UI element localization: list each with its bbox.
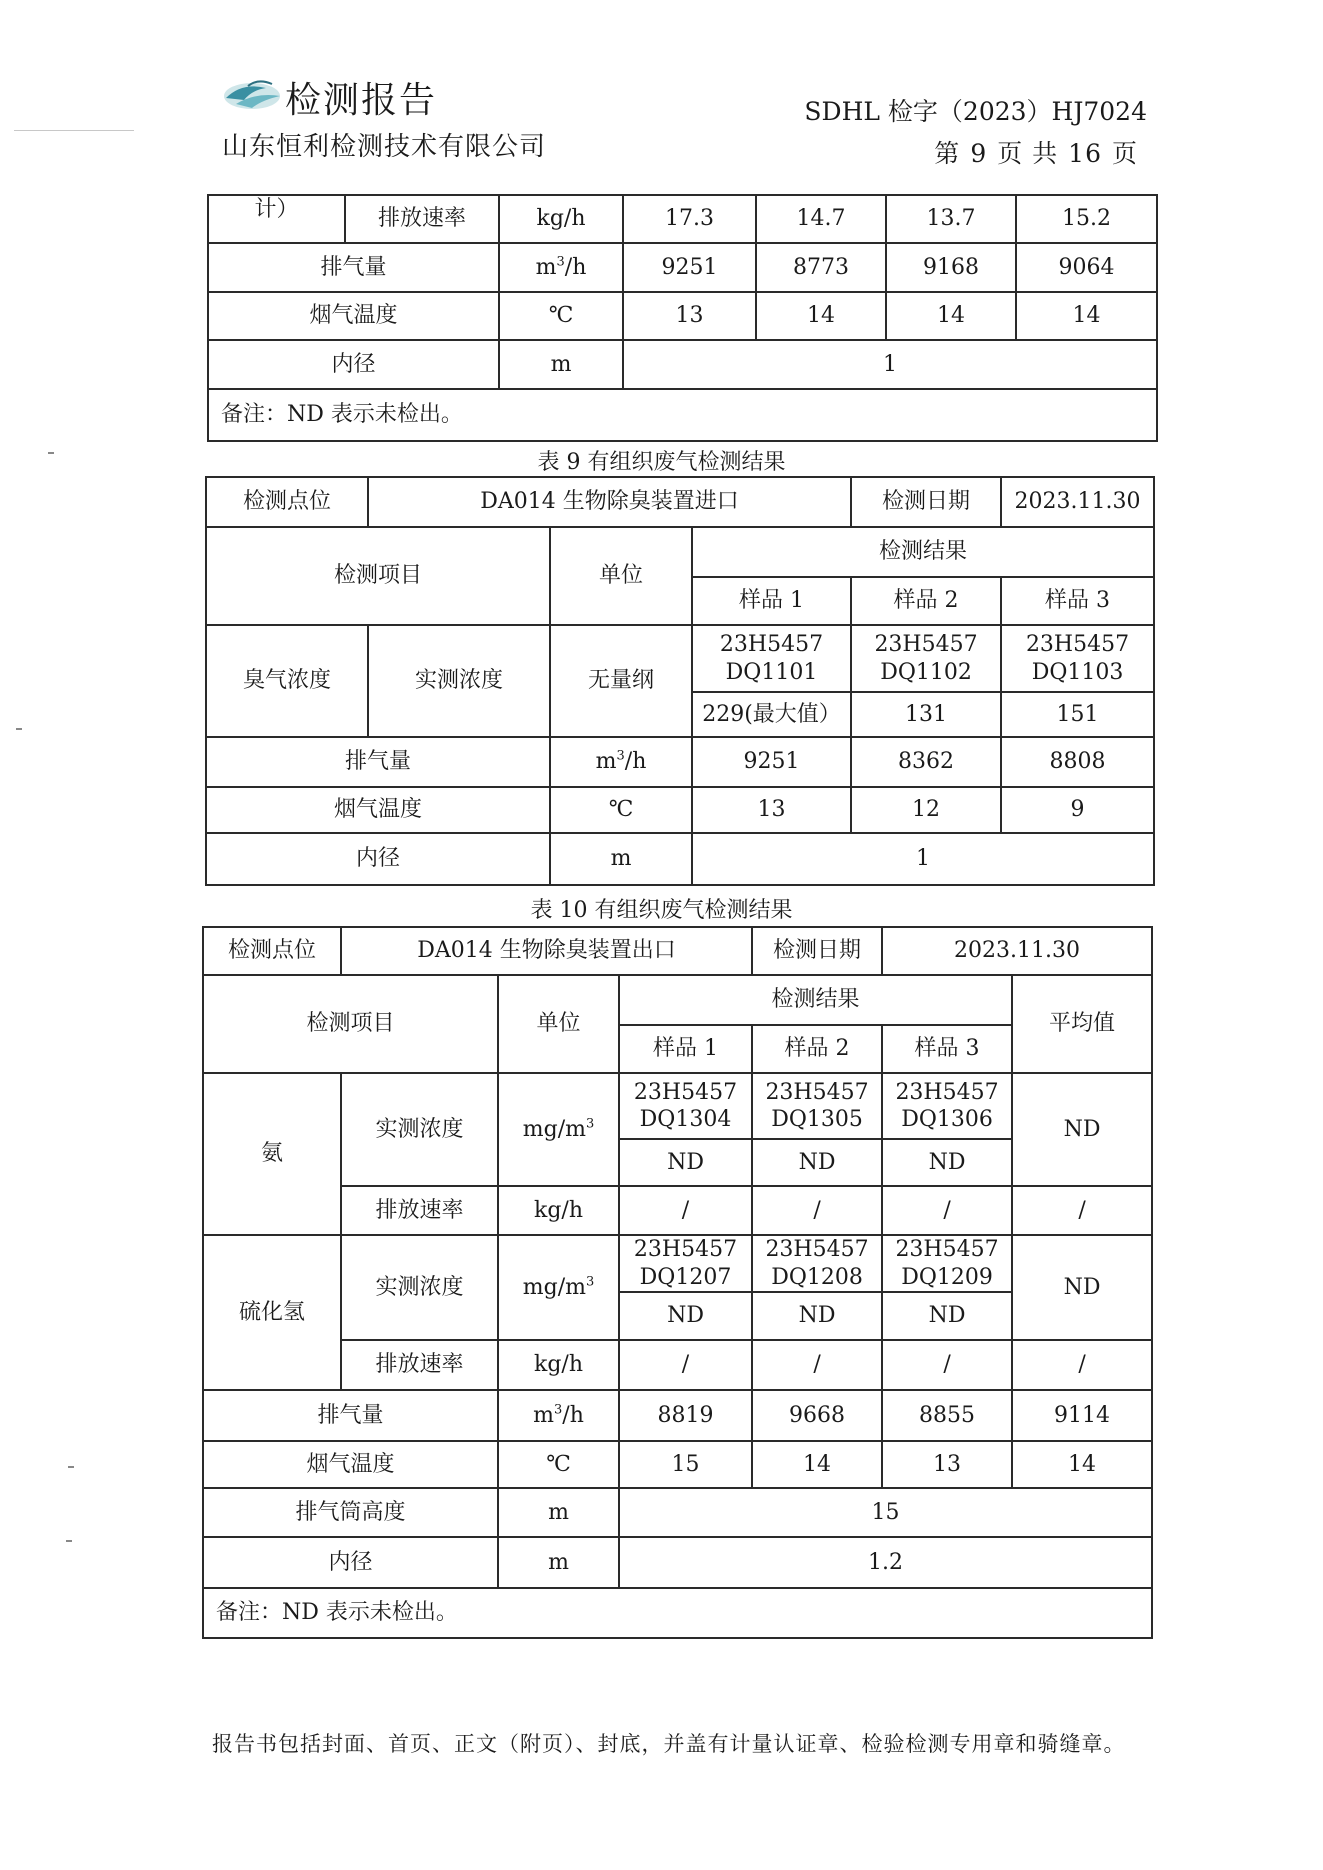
cell: / xyxy=(619,1340,752,1390)
table-row xyxy=(203,1235,1152,1292)
scan-mark xyxy=(16,728,22,730)
cell: 9114 xyxy=(1012,1390,1152,1441)
cell: 检测点位 xyxy=(206,477,368,527)
cell: DA014 生物除臭装置进口 xyxy=(368,477,851,527)
cell: m xyxy=(498,1537,619,1588)
page-total: 16 xyxy=(1068,139,1102,168)
cell: 排气量 xyxy=(208,243,499,292)
table-row xyxy=(208,340,1157,389)
cell: 9168 xyxy=(886,243,1016,292)
cell: ND xyxy=(619,1292,752,1340)
scan-mark xyxy=(66,1540,72,1542)
cell: 14 xyxy=(756,292,886,340)
table10 xyxy=(202,926,1153,1639)
page-mid: 页 共 xyxy=(997,139,1059,168)
company-name: 山东恒利检测技术有限公司 xyxy=(222,132,547,162)
cell: 9251 xyxy=(623,243,756,292)
table-row xyxy=(206,477,1154,527)
cell: / xyxy=(1012,1186,1152,1235)
cell: 9251 xyxy=(692,737,851,787)
cell: 排气量 xyxy=(206,737,550,787)
page-prefix: 第 xyxy=(934,139,961,168)
cell: 检测结果 xyxy=(619,975,1012,1025)
cell: 检测项目 xyxy=(206,527,550,625)
cell: 9668 xyxy=(752,1390,882,1441)
cell: ND xyxy=(619,1139,752,1186)
cell: / xyxy=(882,1340,1012,1390)
cell: 检测日期 xyxy=(851,477,1001,527)
cell: 排放速率 xyxy=(345,195,499,243)
table-row xyxy=(203,927,1152,975)
cell: 8808 xyxy=(1001,737,1154,787)
cell: $mg/m^3$ xyxy=(498,1235,619,1340)
cell: kg/h xyxy=(498,1340,619,1390)
scan-edge-mark xyxy=(14,130,134,131)
cell: 2023.11.30 xyxy=(1001,477,1154,527)
table-row xyxy=(203,975,1152,1025)
cell: 排气筒高度 xyxy=(203,1488,498,1537)
cell: $mg/m^3$ xyxy=(498,1073,619,1186)
cell: 实测浓度 xyxy=(368,625,550,737)
cell: m xyxy=(498,1488,619,1537)
cell: ND xyxy=(882,1292,1012,1340)
cell: kg/h xyxy=(499,195,623,243)
scan-mark xyxy=(48,452,54,454)
page-indicator xyxy=(929,134,1143,170)
cell: 1.2 xyxy=(619,1537,1152,1588)
cell: 8855 xyxy=(882,1390,1012,1441)
page-suffix: 页 xyxy=(1111,139,1138,168)
cell: ND xyxy=(752,1139,882,1186)
table-row xyxy=(206,833,1154,885)
cell: 实测浓度 xyxy=(341,1235,498,1340)
cell: 样品 1 xyxy=(692,577,851,625)
table-row xyxy=(203,1186,1152,1235)
table-row xyxy=(203,1488,1152,1537)
cell: 131 xyxy=(851,692,1001,737)
cell: ND xyxy=(752,1292,882,1340)
cell: 14 xyxy=(1016,292,1157,340)
cell: $m^3/h$ xyxy=(499,243,623,292)
cell: 内径 xyxy=(203,1537,498,1588)
cell: ND xyxy=(882,1139,1012,1186)
cell: 检测点位 xyxy=(203,927,341,975)
cell: 13 xyxy=(692,787,851,833)
cell: 9 xyxy=(1001,787,1154,833)
cell: 23H5457 DQ1209 xyxy=(882,1235,1012,1292)
cell: 12 xyxy=(851,787,1001,833)
cell: / xyxy=(619,1186,752,1235)
cell: 8362 xyxy=(851,737,1001,787)
cell: 检测日期 xyxy=(752,927,882,975)
cell: kg/h xyxy=(498,1186,619,1235)
cell: 1 xyxy=(692,833,1154,885)
table-row xyxy=(208,243,1157,292)
cell: 13 xyxy=(882,1441,1012,1488)
cell: 内径 xyxy=(206,833,550,885)
cell: 14 xyxy=(752,1441,882,1488)
cell: 烟气温度 xyxy=(206,787,550,833)
cell: m xyxy=(550,833,692,885)
cell: ND xyxy=(1012,1073,1152,1186)
cell: 8773 xyxy=(756,243,886,292)
table-row xyxy=(208,292,1157,340)
cell: 151 xyxy=(1001,692,1154,737)
cell: ND xyxy=(1012,1235,1152,1340)
cell: ℃ xyxy=(550,787,692,833)
cell: 15.2 xyxy=(1016,195,1157,243)
cell: 实测浓度 xyxy=(341,1073,498,1186)
table9-caption: 表 9 有组织废气检测结果 xyxy=(537,450,786,475)
cell: 排放速率 xyxy=(341,1186,498,1235)
table-row xyxy=(203,1073,1152,1139)
cell: ℃ xyxy=(499,292,623,340)
cell: 23H5457 DQ1306 xyxy=(882,1073,1012,1139)
table-row xyxy=(208,389,1157,441)
cell: 15 xyxy=(619,1488,1152,1537)
table-row xyxy=(203,1390,1152,1441)
cell: 计） xyxy=(208,195,345,243)
cell: 氨 xyxy=(203,1073,341,1235)
cell: 臭气浓度 xyxy=(206,625,368,737)
table10-caption: 表 10 有组织废气检测结果 xyxy=(530,898,793,923)
company-logo-icon xyxy=(222,76,284,112)
cell: / xyxy=(752,1340,882,1390)
cell: 14 xyxy=(886,292,1016,340)
cell: 样品 2 xyxy=(752,1025,882,1073)
cell: / xyxy=(882,1186,1012,1235)
table-continued xyxy=(207,194,1158,442)
cell: 14.7 xyxy=(756,195,886,243)
cell: 229(最大值） xyxy=(692,692,851,737)
table-row xyxy=(203,1441,1152,1488)
page-number: 9 xyxy=(970,139,988,168)
cell: DA014 生物除臭装置出口 xyxy=(341,927,752,975)
cell: 排气量 xyxy=(203,1390,498,1441)
table9 xyxy=(205,476,1155,886)
footer-note: 报告书包括封面、首页、正文（附页）、封底，并盖有计量认证章、检验检测专用章和骑缝章。 xyxy=(212,1732,1126,1756)
cell: 9064 xyxy=(1016,243,1157,292)
cell: 13 xyxy=(623,292,756,340)
cell: 无量纲 xyxy=(550,625,692,737)
cell: 23H5457 DQ1103 xyxy=(1001,625,1154,692)
cell: 样品 3 xyxy=(882,1025,1012,1073)
cell: 8819 xyxy=(619,1390,752,1441)
cell: 23H5457 DQ1304 xyxy=(619,1073,752,1139)
table-row xyxy=(206,737,1154,787)
table-row xyxy=(206,527,1154,577)
table-row xyxy=(206,787,1154,833)
cell: 内径 xyxy=(208,340,499,389)
cell: 检测项目 xyxy=(203,975,498,1073)
cell: ℃ xyxy=(498,1441,619,1488)
table-row xyxy=(203,1537,1152,1588)
cell: 单位 xyxy=(498,975,619,1073)
cell: 烟气温度 xyxy=(203,1441,498,1488)
cell: 单位 xyxy=(550,527,692,625)
report-title: 检测报告 xyxy=(285,80,438,121)
scan-mark xyxy=(68,1466,74,1468)
cell: / xyxy=(752,1186,882,1235)
cell: 14 xyxy=(1012,1441,1152,1488)
cell: 23H5457 DQ1207 xyxy=(619,1235,752,1292)
table-row xyxy=(208,195,1157,243)
cell: $m^3/h$ xyxy=(498,1390,619,1441)
cell: 23H5457 DQ1305 xyxy=(752,1073,882,1139)
cell: 15 xyxy=(619,1441,752,1488)
cell: / xyxy=(1012,1340,1152,1390)
cell: m xyxy=(499,340,623,389)
note-cell: 备注：ND 表示未检出。 xyxy=(208,389,1157,441)
cell: 13.7 xyxy=(886,195,1016,243)
cell: 样品 1 xyxy=(619,1025,752,1073)
cell: 23H5457 DQ1101 xyxy=(692,625,851,692)
report-code: SDHL 检字（2023）HJ7024 xyxy=(804,97,1147,126)
cell: 硫化氢 xyxy=(203,1235,341,1390)
cell: 检测结果 xyxy=(692,527,1154,577)
cell: 23H5457 DQ1102 xyxy=(851,625,1001,692)
cell: 23H5457 DQ1208 xyxy=(752,1235,882,1292)
table-row xyxy=(203,1340,1152,1390)
table-row xyxy=(206,625,1154,692)
cell: 17.3 xyxy=(623,195,756,243)
table-row xyxy=(203,1588,1152,1638)
cell: 1 xyxy=(623,340,1157,389)
cell: 平均值 xyxy=(1012,975,1152,1073)
cell: $m^3/h$ xyxy=(550,737,692,787)
cell: 烟气温度 xyxy=(208,292,499,340)
note-cell: 备注：ND 表示未检出。 xyxy=(203,1588,1152,1638)
cell: 2023.11.30 xyxy=(882,927,1152,975)
cell: 排放速率 xyxy=(341,1340,498,1390)
cell: 样品 2 xyxy=(851,577,1001,625)
cell: 样品 3 xyxy=(1001,577,1154,625)
